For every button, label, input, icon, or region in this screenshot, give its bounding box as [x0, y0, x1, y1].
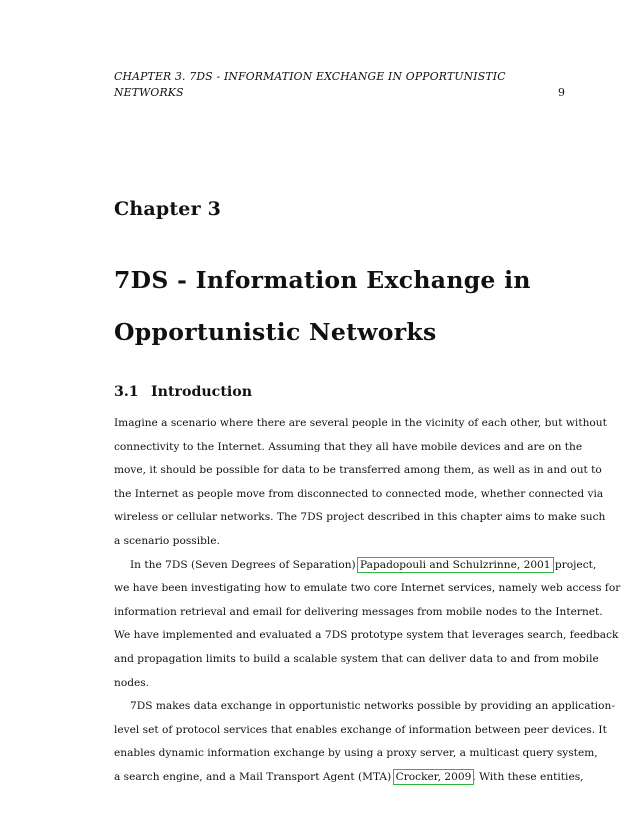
paragraph-1-line: wireless or cellular networks. The 7DS project described in this chapter aims to make such: [114, 511, 606, 524]
chapter-title: [114, 254, 574, 358]
paragraph-2-line: and propagation limits to build a scalable system that can deliver data to and from mobile: [114, 652, 599, 665]
paragraph-1-line: move, it should be possible for data to be transferred among them, as well as in and out to: [114, 464, 602, 477]
paragraph-1-line: the Internet as people move from disconnected to connected mode, whether connected via: [114, 487, 604, 500]
section-heading: [114, 382, 252, 402]
body-text: [114, 412, 621, 790]
running-header: [114, 69, 566, 101]
paragraph-2-line: We have implemented and evaluated a 7DS prototype system that leverages search, feedback: [114, 629, 619, 642]
chapter-title-line-2: Opportunistic Networks: [114, 318, 437, 346]
section-title: Introduction: [151, 384, 253, 400]
chapter-title-line-1: 7DS - Information Exchange in: [114, 266, 531, 294]
paragraph-3-text: a search engine, and a Mail Transport Agent (MTA): [114, 770, 392, 783]
paragraph-1-line: Imagine a scenario where there are several people in the vicinity of each other, but without: [114, 417, 607, 429]
chapter-label: Chapter 3: [114, 198, 222, 220]
page-number: 9: [558, 86, 565, 99]
paragraph-2-line: nodes.: [114, 676, 150, 689]
paragraph-2-line: we have been investigating how to emulate two core Internet services, namely web access for: [114, 582, 621, 595]
citation-link[interactable]: Crocker, 2009: [395, 770, 472, 783]
paragraph-3-line: level set of protocol services that enables exchange of information between peer devices. It: [114, 723, 607, 736]
section-number: 3.1: [114, 384, 139, 400]
paragraph-1-line: a scenario possible.: [114, 534, 220, 547]
paragraph-2-text: project,: [554, 558, 597, 571]
paragraph-1-line: connectivity to the Internet. Assuming that they all have mobile devices and are on the: [114, 440, 583, 453]
running-header-line-2: NETWORKS: [114, 86, 184, 99]
citation-link[interactable]: Papadopouli and Schulzrinne, 2001: [360, 558, 551, 571]
paragraph-3-line: [114, 766, 584, 790]
running-header-line-1: CHAPTER 3. 7DS - INFORMATION EXCHANGE IN OPPORTUNISTIC: [114, 70, 506, 83]
paragraph-3-text: . With these entities,: [472, 770, 584, 783]
paragraph-2-text: In the 7DS (Seven Degrees of Separation): [130, 558, 356, 571]
paragraph-3-line: 7DS makes data exchange in opportunistic networks possible by providing an application-: [130, 700, 615, 713]
paragraph-3-line: enables dynamic information exchange by using a proxy server, a multicast query system,: [114, 747, 598, 760]
paragraph-2-line: information retrieval and email for delivering messages from mobile nodes to the Internet.: [114, 605, 603, 618]
paragraph-2-line: [114, 554, 597, 578]
